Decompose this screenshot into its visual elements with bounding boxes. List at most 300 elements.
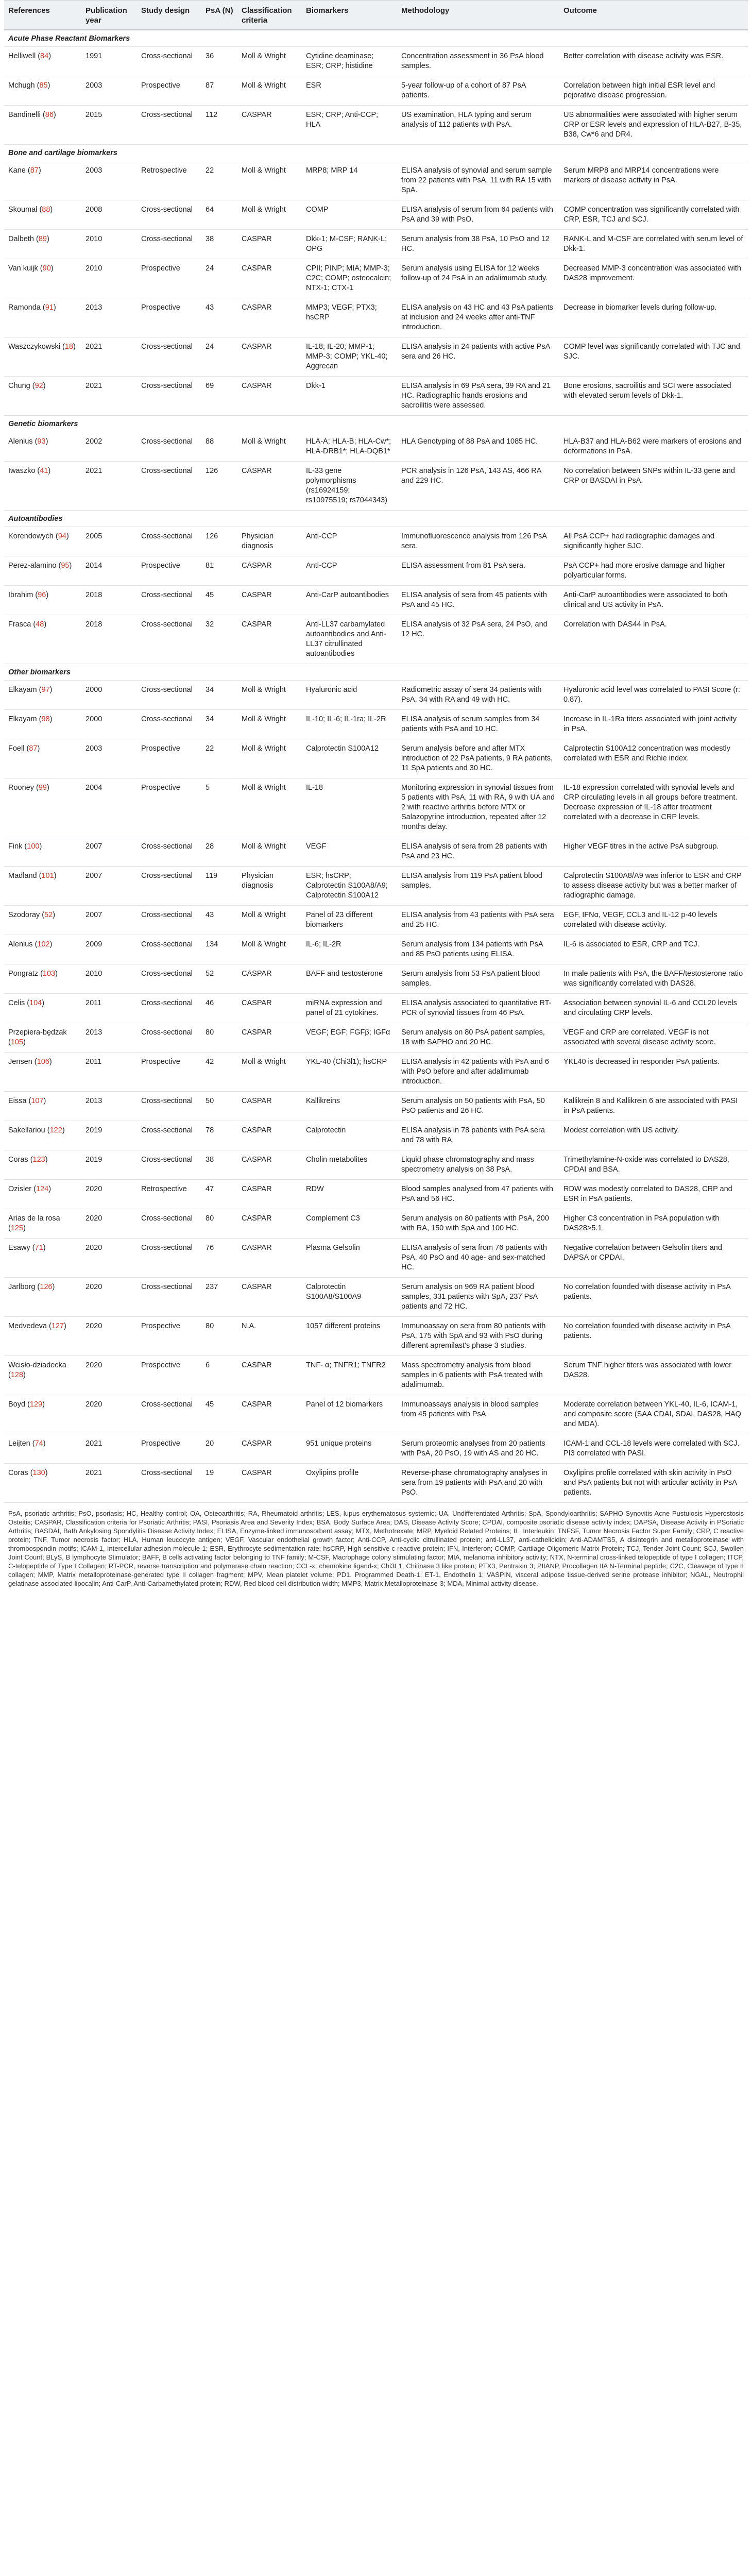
outcome-cell: Calprotectin S100A12 concentration was modestly correlated with ESR and Richie index. (559, 739, 748, 778)
reference-cell: Kane (87) (4, 161, 81, 200)
publication-year-cell: 2007 (81, 837, 137, 867)
reference-author: Korendowych (8, 532, 54, 540)
table-row (4, 1317, 748, 1356)
section-row (4, 511, 748, 527)
outcome-cell: In male patients with PsA, the BAFF/testosterone ratio was significantly correlated with DAS28. (559, 964, 748, 994)
reference-author: Alenius (8, 437, 33, 446)
classification-criteria-cell: Moll & Wright (237, 1053, 302, 1092)
study-design-cell: Cross-sectional (137, 377, 201, 416)
reference-number-link[interactable]: 98 (41, 715, 50, 723)
outcome-cell: Negative correlation between Gelsolin titers and DAPSA or CPDAI. (559, 1239, 748, 1278)
classification-criteria-cell: Moll & Wright (237, 47, 302, 76)
reference-number-link[interactable]: 122 (49, 1126, 62, 1134)
outcome-cell: COMP level was significantly correlated with TJC and SJC. (559, 337, 748, 377)
outcome-cell: Correlation with DAS44 in PsA. (559, 615, 748, 664)
header-psa-n: PsA (N) (201, 1, 237, 30)
section-title: Genetic biomarkers (4, 416, 748, 432)
study-design-cell: Cross-sectional (137, 681, 201, 710)
table-row (4, 1356, 748, 1395)
reference-cell: Alenius (102) (4, 935, 81, 964)
biomarkers-cell: Anti-CCP (302, 527, 397, 556)
publication-year-cell: 2020 (81, 1239, 137, 1278)
methodology-cell: ELISA analysis on 43 HC and 43 PsA patients at inclusion and 24 weeks after anti-TNF introduction. (397, 298, 559, 337)
publication-year-cell: 2009 (81, 935, 137, 964)
section-row (4, 416, 748, 432)
reference-number-link[interactable]: 106 (37, 1058, 49, 1066)
table-row (4, 259, 748, 298)
table-row (4, 1023, 748, 1053)
methodology-cell: ELISA analysis of serum samples from 34 patients with PsA and 10 HC. (397, 710, 559, 739)
reference-author: Helliwell (8, 52, 36, 60)
study-design-cell: Cross-sectional (137, 994, 201, 1023)
reference-author: Dalbeth (8, 235, 34, 243)
table-row (4, 935, 748, 964)
reference-author: Szodoray (8, 911, 40, 919)
psa-count-cell: 126 (201, 462, 237, 511)
reference-number-link[interactable]: 91 (45, 303, 54, 312)
reference-author: Van kuijk (8, 264, 38, 273)
study-design-cell: Cross-sectional (137, 615, 201, 664)
methodology-cell: ELISA assessment from 81 PsA sera. (397, 556, 559, 586)
publication-year-cell: 2011 (81, 1053, 137, 1092)
publication-year-cell: 2021 (81, 1434, 137, 1464)
outcome-cell: Higher C3 concentration in PsA population with DAS28>5.1. (559, 1209, 748, 1239)
classification-criteria-cell: Moll & Wright (237, 739, 302, 778)
methodology-cell: Immunofluorescence analysis from 126 PsA sera. (397, 527, 559, 556)
biomarkers-cell: VEGF (302, 837, 397, 867)
biomarkers-cell: COMP (302, 200, 397, 230)
psa-count-cell: 34 (201, 710, 237, 739)
biomarkers-cell: Panel of 23 different biomarkers (302, 906, 397, 935)
methodology-cell: Mass spectrometry analysis from blood samples in 6 patients with PsA treated with adalimumab. (397, 1356, 559, 1395)
biomarkers-cell: Kallikreins (302, 1092, 397, 1121)
outcome-cell: No correlation founded with disease activity in PsA patients. (559, 1317, 748, 1356)
methodology-cell: ELISA analysis of synovial and serum sample from 22 patients with PsA, 11 with RA 15 with SpA. (397, 161, 559, 200)
reference-number-link[interactable]: 48 (36, 620, 44, 629)
methodology-cell: Blood samples analysed from 47 patients with PsA and 56 HC. (397, 1180, 559, 1209)
biomarkers-cell: IL-18; IL-20; MMP-1; MMP-3; COMP; YKL-40; Aggrecan (302, 337, 397, 377)
classification-criteria-cell: CASPAR (237, 230, 302, 259)
methodology-cell: ELISA analysis of serum from 64 patients with PsA and 39 with PsO. (397, 200, 559, 230)
publication-year-cell: 2020 (81, 1278, 137, 1317)
biomarkers-cell: IL-33 gene polymorphisms (rs16924159; rs10975519; rs7044343) (302, 462, 397, 511)
table-row (4, 377, 748, 416)
psa-count-cell: 88 (201, 432, 237, 462)
header-classification-criteria: Classification criteria (237, 1, 302, 30)
reference-number-link[interactable]: 88 (42, 206, 50, 214)
publication-year-cell: 2007 (81, 906, 137, 935)
methodology-cell: ELISA analysis in 78 patients with PsA sera and 78 with RA. (397, 1121, 559, 1150)
classification-criteria-cell: CASPAR (237, 1209, 302, 1239)
reference-number-link[interactable]: 93 (37, 437, 46, 446)
methodology-cell: 5-year follow-up of a cohort of 87 PsA patients. (397, 76, 559, 106)
outcome-cell: EGF, IFNα, VEGF, CCL3 and IL-12 p-40 levels correlated with disease activity. (559, 906, 748, 935)
reference-number-link[interactable]: 90 (42, 264, 51, 273)
publication-year-cell: 2010 (81, 964, 137, 994)
methodology-cell: Serum analysis from 53 PsA patient blood samples. (397, 964, 559, 994)
reference-author: Mchugh (8, 81, 35, 90)
classification-criteria-cell: CASPAR (237, 106, 302, 145)
outcome-cell: Anti-CarP autoantibodies were associated to both clinical and US activity in PsA. (559, 586, 748, 615)
psa-count-cell: 19 (201, 1464, 237, 1503)
classification-criteria-cell: CASPAR (237, 1464, 302, 1503)
reference-cell: Przepiera-będzak (105) (4, 1023, 81, 1053)
outcome-cell: HLA-B37 and HLA-B62 were markers of erosions and deformations in PsA. (559, 432, 748, 462)
reference-number-link[interactable]: 18 (64, 343, 73, 351)
table-row (4, 106, 748, 145)
reference-cell: Chung (92) (4, 377, 81, 416)
study-design-cell: Cross-sectional (137, 47, 201, 76)
reference-cell: Frasca (48) (4, 615, 81, 664)
reference-author: Bandinelli (8, 111, 41, 119)
reference-author: Ibrahim (8, 591, 33, 599)
reference-number-link[interactable]: 105 (10, 1038, 24, 1046)
publication-year-cell: 2020 (81, 1356, 137, 1395)
biomarkers-cell: IL-18 (302, 778, 397, 837)
psa-count-cell: 52 (201, 964, 237, 994)
header-references: References (4, 1, 81, 30)
classification-criteria-cell: CASPAR (237, 964, 302, 994)
psa-count-cell: 24 (201, 337, 237, 377)
reference-cell: Medvedeva (127) (4, 1317, 81, 1356)
reference-number-link[interactable]: 84 (40, 52, 49, 60)
reference-author: Leijten (8, 1439, 30, 1448)
biomarkers-cell: Dkk-1; M-CSF; RANK-L; OPG (302, 230, 397, 259)
psa-count-cell: 38 (201, 230, 237, 259)
reference-author: Chung (8, 382, 30, 390)
biomarkers-cell: miRNA expression and panel of 21 cytokines. (302, 994, 397, 1023)
classification-criteria-cell: CASPAR (237, 259, 302, 298)
study-design-cell: Cross-sectional (137, 1464, 201, 1503)
publication-year-cell: 2005 (81, 527, 137, 556)
reference-author: Przepiera-będzak (8, 1028, 67, 1037)
classification-criteria-cell: CASPAR (237, 377, 302, 416)
methodology-cell: ELISA analysis associated to quantitative RT-PCR of synovial tissues from 46 PsA. (397, 994, 559, 1023)
publication-year-cell: 2020 (81, 1395, 137, 1434)
methodology-cell: ELISA analysis of 32 PsA sera, 24 PsO, and 12 HC. (397, 615, 559, 664)
outcome-cell: ICAM-1 and CCL-18 levels were correlated with SCJ. PI3 correlated with PASI. (559, 1434, 748, 1464)
reference-cell: Dalbeth (89) (4, 230, 81, 259)
header-biomarkers: Biomarkers (302, 1, 397, 30)
table-footnote: PsA, psoriatic arthritis; PsO, psoriasis; HC, Healthy control; OA, Osteoarthritis; RA, Rheumatoid arthritis; LES, lupus erythematosus systemic; UA, Undifferentiated Arthritis; SpA, Spondyloarthritis; SAPHO Synovitis Acne Pustulosis Hyperostosis Osteitis; CASPAR, Classification criteria for Psoriatic Arthritis; PASI, Psoriasis Area and Severity Index; BSA, Body Surface Area; DAS, Disease Activity Score; CPDAI, composite psoriatic disease activity index; DAPSA, Disease Activity in PSoriatic Arthritis; BASDAI, Bath Ankylosing Spondylitis Disease Activity Index; ELISA, Enzyme-linked immunosorbent assay; MTX, Methotrexate; MRP, Myeloid Related Proteins; IL, Interleukin; TNFSF, Tumor Necrosis Factor Super Family; CRP, C reactive protein; TNF, Tumor necrosis factor; HLA, Human leucocyte antigen; VEGF, Vascular endothelial growth factor; Anti-CCP, Anti-cyclic citrullinated protein; anti-LL37, anti-cathelicidin; Anti-ADAMTS5, A disintegrin and metalloproteinase with thrombospondin motifs; ICAM-1, Intercellular adhesion molecule-1; ESR, Erythrocyte sedimentation rate; hsCRP, High sensitive c reactive protein; IFN, Interferon; COMP, Cartilage Oligomeric Matrix Protein; TCJ, Tender Joint Count; SCJ, Swollen Joint Count; BLyS, B lymphocyte Stimulator; BAFF, B cells activating factor belonging to TNF family; M-CSF, Macrophage colony stimulating factor; MIA, melanoma inhibitory activity; NTX, N-terminal cross-linked telopeptide of type I collagen; ITCP, C-telopeptide of Type I Collagen; RT-PCR, reverse transcription and polymerase chain reaction; CCL-x, chemokine ligand-x; Chi3L1, Chitinase 3 like protein; PTX3, Pentraxin 3; PIIANP, Procollagen IIA N-Terminal peptide; C2C, Cleavage of type II collagen; MMP, Matrix metalloproteinase-generated type II collagen fragment; MPV, Mean platelet volume; PD1, Programmed Death-1; ET-1, Endothelin 1; VASPIN, visceral adipose tissue-derived serine protease inhibitor; NGAL, Neutrophil gelatinase associated lipocalin; Anti-CarP, Anti-Carbamethylated protein; RDW, Red blood cell distribution width; MMP3, Matrix Metalloproteinase-3; MDA, Minimal activity disease. (8, 1510, 744, 1587)
study-design-cell: Cross-sectional (137, 337, 201, 377)
table-row (4, 586, 748, 615)
reference-cell: Skoumal (88) (4, 200, 81, 230)
biomarkers-cell: Calprotectin (302, 1121, 397, 1150)
study-design-cell: Cross-sectional (137, 1209, 201, 1239)
publication-year-cell: 2021 (81, 1464, 137, 1503)
publication-year-cell: 2004 (81, 778, 137, 837)
table-row (4, 1209, 748, 1239)
reference-number-link[interactable]: 103 (42, 970, 56, 978)
reference-author: Kane (8, 166, 26, 175)
reference-number-link[interactable]: 99 (38, 784, 47, 792)
psa-count-cell: 46 (201, 994, 237, 1023)
reference-number-link[interactable]: 104 (29, 999, 42, 1007)
classification-criteria-cell: Moll & Wright (237, 200, 302, 230)
reference-author: Elkayam (8, 686, 37, 694)
reference-number-link[interactable]: 102 (37, 940, 50, 948)
classification-criteria-cell: CASPAR (237, 586, 302, 615)
reference-cell: Waszczykowski (18) (4, 337, 81, 377)
reference-author: Wcisło-dziadecka (8, 1361, 66, 1369)
classification-criteria-cell: CASPAR (237, 556, 302, 586)
reference-author: Fink (8, 842, 23, 851)
methodology-cell: ELISA analysis from 43 patients with PsA sera and 25 HC. (397, 906, 559, 935)
psa-count-cell: 80 (201, 1209, 237, 1239)
psa-count-cell: 76 (201, 1239, 237, 1278)
outcome-cell: US abnormalities were associated with higher serum CRP or ESR levels and expression of HLA-B27, B-35, B38, Cw*6 and DR4. (559, 106, 748, 145)
publication-year-cell: 2003 (81, 161, 137, 200)
methodology-cell: PCR analysis in 126 PsA, 143 AS, 466 RA and 229 HC. (397, 462, 559, 511)
section-title: Bone and cartilage biomarkers (4, 145, 748, 161)
outcome-cell: All PsA CCP+ had radiographic damages and significantly higher SJC. (559, 527, 748, 556)
reference-number-link[interactable]: 87 (29, 744, 38, 753)
reference-cell: Sakellariou (122) (4, 1121, 81, 1150)
study-design-cell: Cross-sectional (137, 1278, 201, 1317)
study-design-cell: Retrospective (137, 161, 201, 200)
psa-count-cell: 6 (201, 1356, 237, 1395)
biomarkers-cell: MMP3; VEGF; PTX3; hsCRP (302, 298, 397, 337)
outcome-cell: Kallikrein 8 and Kallikrein 6 are associated with PASI in PsA patients. (559, 1092, 748, 1121)
psa-count-cell: 43 (201, 906, 237, 935)
study-design-cell: Prospective (137, 1317, 201, 1356)
biomarkers-cell: Plasma Gelsolin (302, 1239, 397, 1278)
reference-cell: Eissa (107) (4, 1092, 81, 1121)
reference-author: Foell (8, 744, 25, 753)
methodology-cell: Immunoassays analysis in blood samples from 45 patients with PsA. (397, 1395, 559, 1434)
reference-number-link[interactable]: 87 (30, 166, 39, 175)
publication-year-cell: 2003 (81, 76, 137, 106)
table-row (4, 1092, 748, 1121)
methodology-cell: Radiometric assay of sera 34 patients with PsA, 34 with RA and 49 with HC. (397, 681, 559, 710)
table-row (4, 964, 748, 994)
psa-count-cell: 32 (201, 615, 237, 664)
methodology-cell: ELISA analysis in 24 patients with active PsA sera and 26 HC. (397, 337, 559, 377)
reference-number-link[interactable]: 127 (51, 1322, 64, 1330)
study-design-cell: Cross-sectional (137, 432, 201, 462)
study-design-cell: Cross-sectional (137, 710, 201, 739)
reference-author: Waszczykowski (8, 343, 60, 351)
study-design-cell: Cross-sectional (137, 964, 201, 994)
reference-number-link[interactable]: 92 (35, 382, 43, 390)
psa-count-cell: 112 (201, 106, 237, 145)
reference-author: Medvedeva (8, 1322, 47, 1330)
biomarkers-cell: YKL-40 (Chi3l1); hsCRP (302, 1053, 397, 1092)
publication-year-cell: 2013 (81, 1023, 137, 1053)
biomarkers-cell: Complement C3 (302, 1209, 397, 1239)
reference-author: Ramonda (8, 303, 41, 312)
classification-criteria-cell: Moll & Wright (237, 681, 302, 710)
reference-number-link[interactable]: 128 (10, 1371, 24, 1379)
classification-criteria-cell: CASPAR (237, 1121, 302, 1150)
reference-cell: Coras (123) (4, 1150, 81, 1180)
classification-criteria-cell: CASPAR (237, 994, 302, 1023)
reference-author: Rooney (8, 784, 34, 792)
reference-number-link[interactable]: 126 (40, 1283, 53, 1291)
classification-criteria-cell: CASPAR (237, 1023, 302, 1053)
publication-year-cell: 2013 (81, 1092, 137, 1121)
reference-author: Jarlborg (8, 1283, 36, 1291)
methodology-cell: HLA Genotyping of 88 PsA and 1085 HC. (397, 432, 559, 462)
section-row (4, 30, 748, 47)
reference-number-link[interactable]: 74 (35, 1439, 43, 1448)
biomarkers-cell: TNF- α; TNFR1; TNFR2 (302, 1356, 397, 1395)
psa-count-cell: 69 (201, 377, 237, 416)
biomarkers-cell: Oxylipins profile (302, 1464, 397, 1503)
study-design-cell: Cross-sectional (137, 586, 201, 615)
reference-cell: Foell (87) (4, 739, 81, 778)
table-row (4, 994, 748, 1023)
classification-criteria-cell: Moll & Wright (237, 710, 302, 739)
table-row (4, 837, 748, 867)
study-design-cell: Cross-sectional (137, 867, 201, 906)
biomarkers-cell: 1057 different proteins (302, 1317, 397, 1356)
header-publication-year: Publication year (81, 1, 137, 30)
study-design-cell: Prospective (137, 259, 201, 298)
methodology-cell: Serum analysis using ELISA for 12 weeks follow-up of 24 PsA in an adalimumab study. (397, 259, 559, 298)
outcome-cell: Association between synovial IL-6 and CCL20 levels and circulating CRP levels. (559, 994, 748, 1023)
study-design-cell: Cross-sectional (137, 230, 201, 259)
outcome-cell: No correlation between SNPs within IL-33 gene and CRP or BASDAI in PsA. (559, 462, 748, 511)
methodology-cell: Liquid phase chromatography and mass spectrometry analysis on 38 PsA. (397, 1150, 559, 1180)
publication-year-cell: 2021 (81, 462, 137, 511)
reference-number-link[interactable]: 95 (61, 562, 70, 570)
outcome-cell: Calprotectin S100A8/A9 was inferior to ESR and CRP to assess disease activity but was a better marker of radiographic damage. (559, 867, 748, 906)
table-row (4, 778, 748, 837)
reference-number-link[interactable]: 86 (45, 111, 54, 119)
table-row (4, 462, 748, 511)
study-design-cell: Cross-sectional (137, 200, 201, 230)
psa-count-cell: 81 (201, 556, 237, 586)
biomarkers-cell: Panel of 12 biomarkers (302, 1395, 397, 1434)
study-design-cell: Cross-sectional (137, 462, 201, 511)
study-design-cell: Cross-sectional (137, 1150, 201, 1180)
reference-number-link[interactable]: 85 (39, 81, 48, 90)
methodology-cell: ELISA analysis in 42 patients with PsA and 6 with PsO before and after adalimumab introduction. (397, 1053, 559, 1092)
study-design-cell: Cross-sectional (137, 1121, 201, 1150)
reference-cell: Elkayam (98) (4, 710, 81, 739)
reference-cell: Arias de la rosa (125) (4, 1209, 81, 1239)
methodology-cell: ELISA analysis from 119 PsA patient blood samples. (397, 867, 559, 906)
table-header (4, 1, 748, 30)
table-row (4, 200, 748, 230)
methodology-cell: Serum analysis before and after MTX introduction of 22 PsA patients, 9 RA patients, 11 SpA patients and 30 HC. (397, 739, 559, 778)
reference-number-link[interactable]: 89 (38, 235, 47, 243)
reference-number-link[interactable]: 52 (44, 911, 53, 919)
study-design-cell: Cross-sectional (137, 935, 201, 964)
reference-author: Celis (8, 999, 25, 1007)
table-row (4, 906, 748, 935)
biomarkers-cell: BAFF and testosterone (302, 964, 397, 994)
outcome-cell: Correlation between high initial ESR level and pejorative disease progression. (559, 76, 748, 106)
study-design-cell: Cross-sectional (137, 1023, 201, 1053)
psa-count-cell: 78 (201, 1121, 237, 1150)
outcome-cell: Decreased MMP-3 concentration was associated with DAS28 improvement. (559, 259, 748, 298)
methodology-cell: Serum analysis from 134 patients with PsA and 85 PsO patients using ELISA. (397, 935, 559, 964)
reference-number-link[interactable]: 71 (35, 1244, 43, 1252)
table-row (4, 1239, 748, 1278)
publication-year-cell: 2020 (81, 1209, 137, 1239)
outcome-cell: Serum MRP8 and MRP14 concentrations were markers of disease activity in PsA. (559, 161, 748, 200)
study-design-cell: Prospective (137, 778, 201, 837)
reference-author: Elkayam (8, 715, 37, 723)
classification-criteria-cell: CASPAR (237, 462, 302, 511)
table-body (4, 30, 748, 1503)
section-title: Acute Phase Reactant Biomarkers (4, 30, 748, 47)
reference-author: Ozisler (8, 1185, 32, 1193)
reference-cell: Szodoray (52) (4, 906, 81, 935)
methodology-cell: Serum analysis on 80 PsA patient samples, 18 with SAPHO and 20 HC. (397, 1023, 559, 1053)
reference-number-link[interactable]: 100 (27, 842, 40, 851)
classification-criteria-cell: CASPAR (237, 615, 302, 664)
psa-count-cell: 22 (201, 739, 237, 778)
reference-number-link[interactable]: 97 (41, 686, 50, 694)
reference-cell: Pongratz (103) (4, 964, 81, 994)
study-design-cell: Prospective (137, 76, 201, 106)
reference-number-link[interactable]: 123 (32, 1156, 45, 1164)
table-row (4, 298, 748, 337)
table-row (4, 739, 748, 778)
reference-author: Coras (8, 1156, 28, 1164)
psa-count-cell: 47 (201, 1180, 237, 1209)
table-row (4, 867, 748, 906)
reference-number-link[interactable]: 101 (41, 872, 54, 880)
psa-count-cell: 119 (201, 867, 237, 906)
reference-number-link[interactable]: 41 (40, 467, 48, 475)
methodology-cell: Serum analysis on 50 patients with PsA, 50 PsO patients and 26 HC. (397, 1092, 559, 1121)
publication-year-cell: 2008 (81, 200, 137, 230)
reference-number-link[interactable]: 94 (58, 532, 66, 540)
study-design-cell: Prospective (137, 556, 201, 586)
reference-number-link[interactable]: 129 (29, 1400, 43, 1409)
reference-number-link[interactable]: 125 (10, 1224, 24, 1232)
reference-cell: Iwaszko (41) (4, 462, 81, 511)
reference-number-link[interactable]: 130 (32, 1469, 45, 1477)
header-outcome: Outcome (559, 1, 748, 30)
outcome-cell: Serum TNF higher titers was associated with lower DAS28. (559, 1356, 748, 1395)
classification-criteria-cell: Moll & Wright (237, 161, 302, 200)
section-title: Autoantibodies (4, 511, 748, 527)
table-row (4, 1395, 748, 1434)
classification-criteria-cell: Moll & Wright (237, 935, 302, 964)
methodology-cell: Serum analysis on 969 RA patient blood samples, 331 patients with SpA, 237 PsA patients and 72 HC. (397, 1278, 559, 1317)
reference-cell: Coras (130) (4, 1464, 81, 1503)
section-title: Other biomarkers (4, 664, 748, 681)
biomarkers-cell: ESR; hsCRP; Calprotectin S100A8/A9; Calprotectin S100A12 (302, 867, 397, 906)
publication-year-cell: 2000 (81, 710, 137, 739)
psa-count-cell: 87 (201, 76, 237, 106)
publication-year-cell: 2000 (81, 681, 137, 710)
outcome-cell: Bone erosions, sacroilitis and SCI were associated with elevated serum levels of Dkk-1. (559, 377, 748, 416)
reference-number-link[interactable]: 107 (31, 1097, 44, 1105)
reference-number-link[interactable]: 124 (36, 1185, 49, 1193)
outcome-cell: Better correlation with disease activity was ESR. (559, 47, 748, 76)
biomarkers-cell: Anti-CCP (302, 556, 397, 586)
reference-number-link[interactable]: 96 (38, 591, 46, 599)
reference-author: Perez-alamino (8, 562, 57, 570)
section-row (4, 664, 748, 681)
study-design-cell: Cross-sectional (137, 1239, 201, 1278)
reference-author: Jensen (8, 1058, 32, 1066)
study-design-cell: Cross-sectional (137, 527, 201, 556)
reference-cell: Mchugh (85) (4, 76, 81, 106)
psa-count-cell: 36 (201, 47, 237, 76)
psa-count-cell: 5 (201, 778, 237, 837)
table-row (4, 1053, 748, 1092)
classification-criteria-cell: Moll & Wright (237, 837, 302, 867)
publication-year-cell: 2013 (81, 298, 137, 337)
